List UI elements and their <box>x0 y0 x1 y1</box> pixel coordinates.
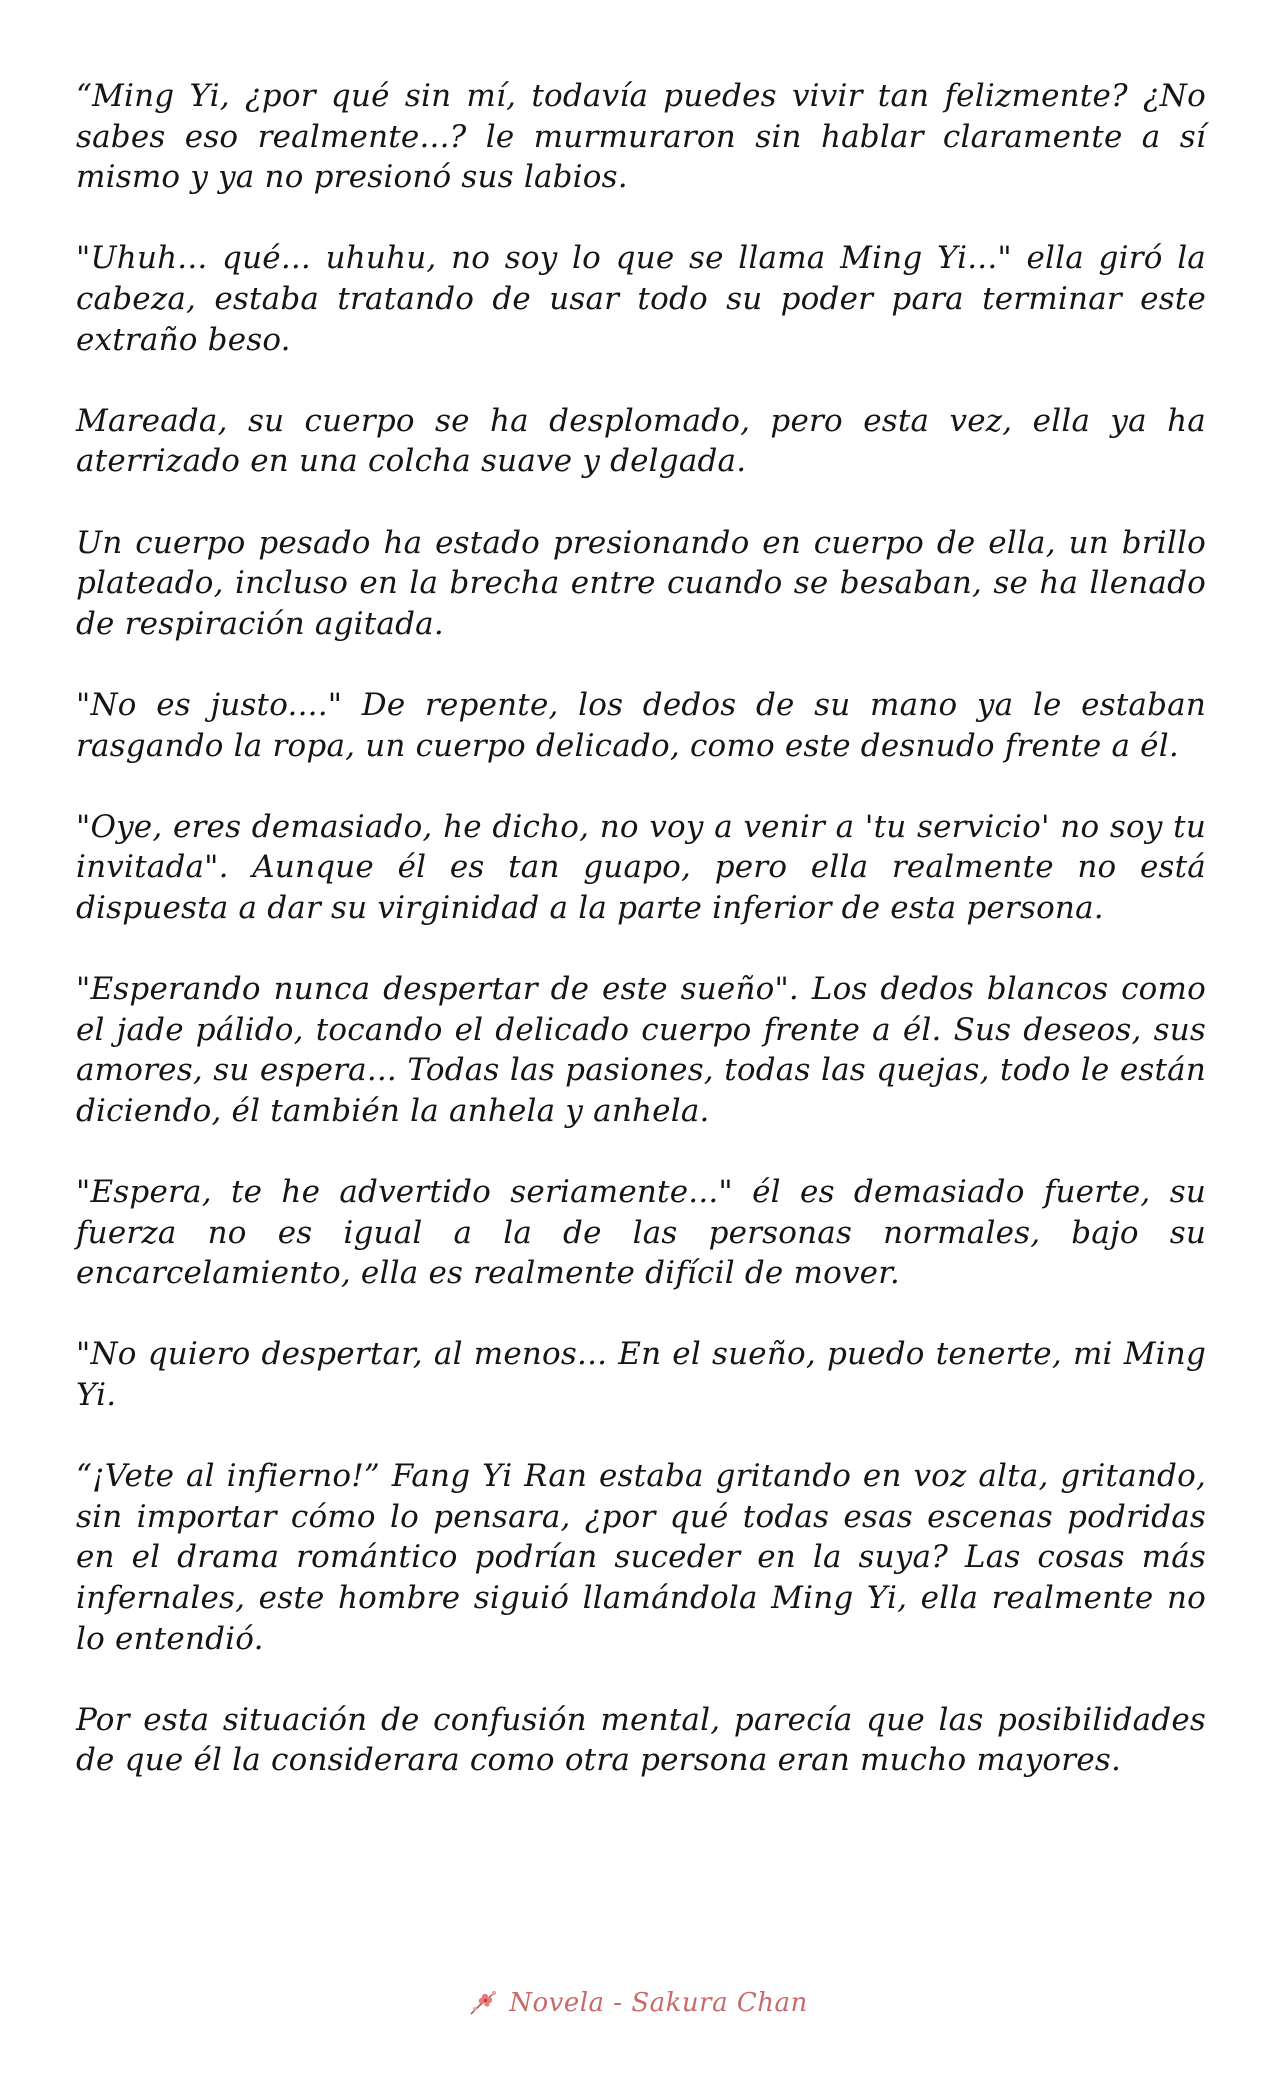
paragraph: Un cuerpo pesado ha estado presionando en cuerpo de ella, un brillo plateado, incluso en la brecha entre cuando se besaban, se ha llenado de respiración agitada. <box>76 524 1206 642</box>
paragraph: “Ming Yi, ¿por qué sin mí, todavía puedes vivir tan felizmente? ¿No sabes eso realmente...? le murmuraron sin hablar claramente a sí mismo y ya no presionó sus labios. <box>76 78 1206 196</box>
sakura-blossom-icon <box>467 1988 501 2018</box>
paragraph: Por esta situación de confusión mental, parecía que las posibilidades de que él la considerara como otra persona eran mucho mayores. <box>76 1701 1206 1779</box>
paragraph: "No quiero despertar, al menos... En el sueño, puedo tenerte, mi Ming Yi. <box>76 1336 1206 1413</box>
paragraph: “¡Vete al infierno!” Fang Yi Ran estaba gritando en voz alta, gritando, sin importar cómo lo pensara, ¿por qué todas esas escenas podridas en el drama romántico podrían suceder en la suya? Las cosas más infernales, este hombre siguió llamándola Ming Yi, ella realmente no lo entendió. <box>76 1458 1206 1657</box>
story-text <box>76 76 1206 1822</box>
paragraph: "No es justo...." De repente, los dedos de su mano ya le estaban rasgando la ropa, un cuerpo delicado, como este desnudo frente a él. <box>76 686 1206 764</box>
paragraph: Mareada, su cuerpo se ha desplomado, pero esta vez, ella ya ha aterrizado en una colcha suave y delgada. <box>76 402 1206 480</box>
footer-label: Novela - Sakura Chan <box>509 1988 808 2018</box>
paragraph: "Espera, te he advertido seriamente..." él es demasiado fuerte, su fuerza no es igual a la de las personas normales, bajo su encarcelamiento, ella es realmente difícil de mover. <box>76 1174 1206 1292</box>
paragraph: "Oye, eres demasiado, he dicho, no voy a venir a 'tu servicio' no soy tu invitada". Aunque él es tan guapo, pero ella realmente no está dispuesta a dar su virginidad a la parte inferior de esta persona. <box>76 808 1206 926</box>
paragraph: "Uhuh... qué... uhuhu, no soy lo que se llama Ming Yi..." ella giró la cabeza, estaba tratando de usar todo su poder para terminar este extraño beso. <box>76 240 1206 358</box>
footer-watermark <box>0 1988 1275 2028</box>
paragraph: "Esperando nunca despertar de este sueño". Los dedos blancos como el jade pálido, tocando el delicado cuerpo frente a él. Sus deseos, sus amores, su espera... Todas las pasiones, todas las quejas, todo le están diciendo, él también la anhela y anhela. <box>76 971 1206 1129</box>
